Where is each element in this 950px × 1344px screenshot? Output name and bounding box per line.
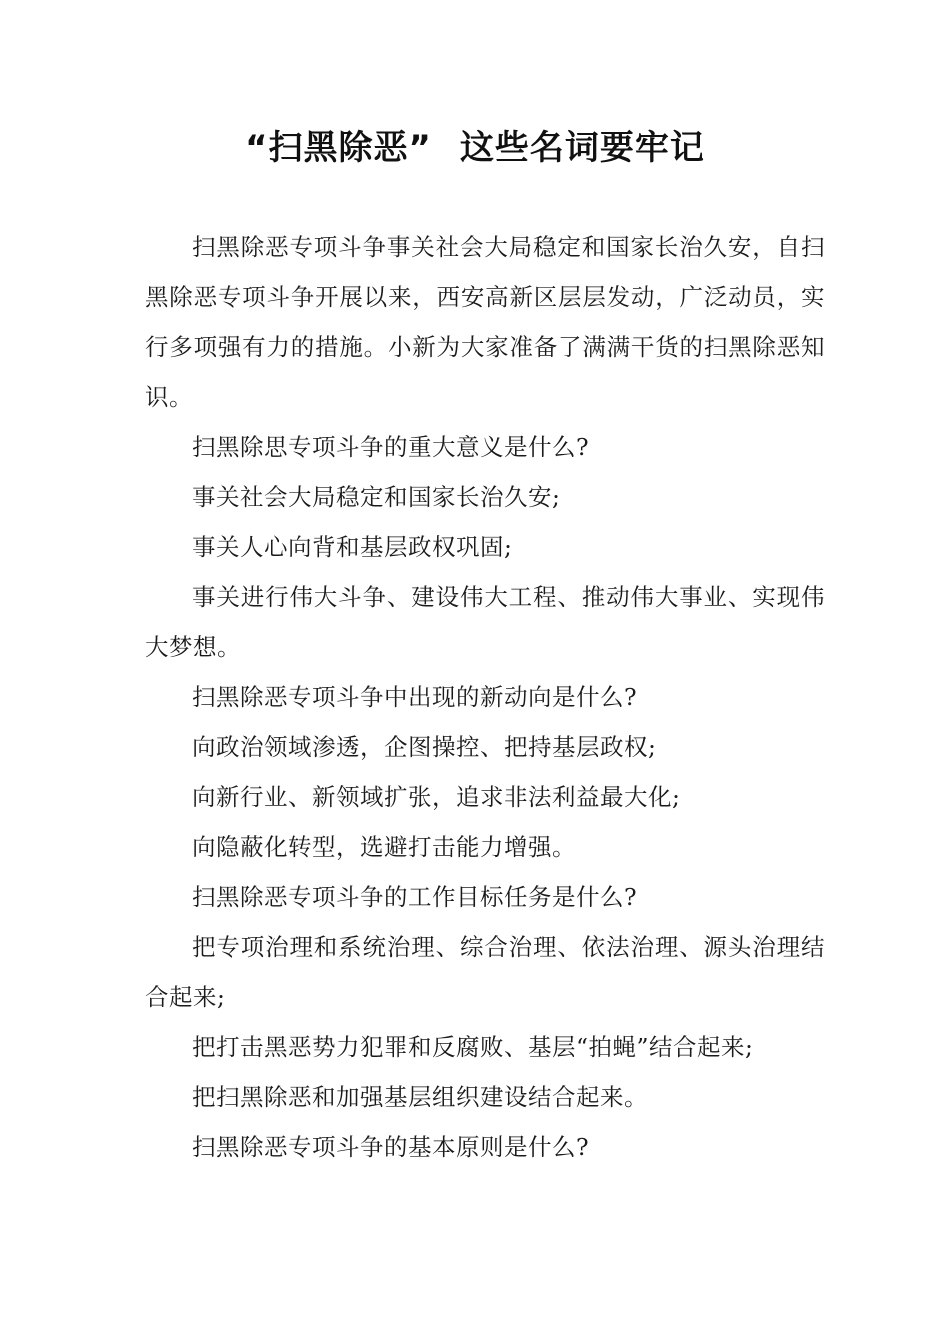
page-title [0, 123, 950, 173]
paragraph-question-goals: 扫黑除恶专项斗争的工作目标任务是什么? [192, 883, 638, 911]
paragraph-item: 事关进行伟大斗争、建设伟大工程、推动伟大事业、实现伟大梦想。 [145, 583, 825, 661]
title-quoted-term: “扫黑除恶” [245, 128, 432, 168]
paragraph-item: 向隐蔽化转型，选避打击能力增强。 [192, 833, 576, 861]
paragraph-item: 事关人心向背和基层政权巩固; [192, 533, 513, 561]
paragraph-item: 向新行业、新领域扩张，追求非法利益最大化; [192, 783, 681, 811]
paragraph-question-principles: 扫黑除恶专项斗争的基本原则是什么? [192, 1133, 590, 1161]
paragraph-item: 把专项治理和系统治理、综合治理、依法治理、源头治理结合起来; [145, 933, 825, 1011]
paragraph-item: 把扫黑除恶和加强基层组织建设结合起来。 [192, 1083, 648, 1111]
paragraph-item: 事关社会大局稳定和国家长治久安; [192, 483, 561, 511]
paragraph-item: 把打击黑恶势力犯罪和反腐败、基层“拍蝇”结合起来; [192, 1033, 754, 1061]
paragraph-question-trends: 扫黑除恶专项斗争中出现的新动向是什么? [192, 683, 638, 711]
document-body [145, 222, 825, 1172]
paragraph-intro: 扫黑除恶专项斗争事关社会大局稳定和国家长治久安，自扫黑除恶专项斗争开展以来，西安高新区层层发动，广泛动员，实行多项强有力的措施。小新为大家准备了满满干货的扫黑除恶知识。 [145, 233, 825, 411]
title-subtitle: 这些名词要牢记 [459, 128, 705, 168]
paragraph-question-significance: 扫黑除思专项斗争的重大意义是什么? [192, 433, 590, 461]
paragraph-item: 向政治领域渗透，企图操控、把持基层政权; [192, 733, 657, 761]
